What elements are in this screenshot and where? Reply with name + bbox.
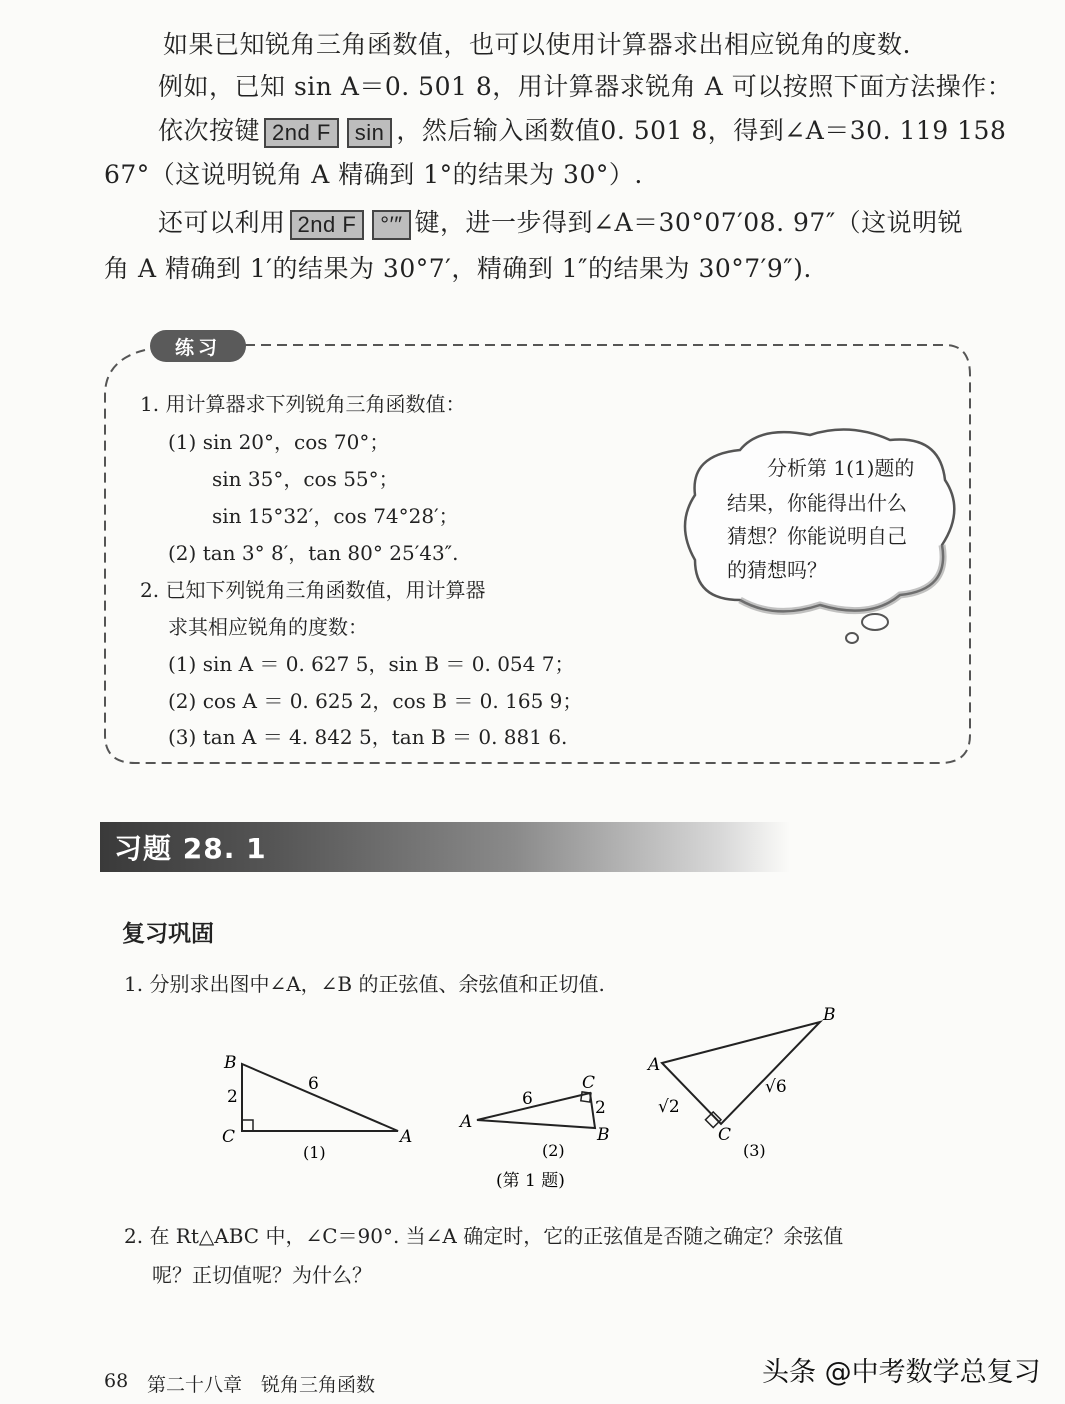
- bubble-line-3: 猜想？你能说明自己: [727, 524, 907, 548]
- exercise-line-2: (1) sin 20°，cos 70°；: [168, 430, 390, 454]
- t1-side-6: 6: [308, 1074, 319, 1094]
- intro-line-5: [158, 200, 963, 246]
- t3-label-a: A: [648, 1055, 661, 1075]
- intro-line-1: 如果已知锐角三角函数值，也可以使用计算器求出相应锐角的度数.: [163, 30, 911, 59]
- t1-label-a: A: [400, 1127, 413, 1147]
- exercise-title: 练习: [150, 330, 246, 362]
- bubble-line-2: 结果，你能得出什么: [727, 491, 907, 515]
- t3-caption: (3): [743, 1141, 766, 1160]
- exercise-line-4: sin 15°32′，cos 74°28′；: [212, 504, 459, 528]
- intro-line-2: 例如，已知 sin A＝0. 501 8，用计算器求锐角 A 可以按照下面方法操作：: [158, 72, 1013, 101]
- key-2ndf-2: 2nd F: [290, 210, 365, 240]
- bubble-line-1: 分析第 1(1)题的: [767, 456, 915, 480]
- triangle-figures: [200, 1000, 860, 1200]
- t2-label-b: B: [597, 1125, 610, 1145]
- intro-line-5-prefix: 还可以利用: [158, 208, 286, 237]
- exercise-line-8: (1) sin A ＝ 0. 627 5，sin B ＝ 0. 054 7；: [168, 652, 575, 676]
- t1-side-2: 2: [227, 1087, 238, 1107]
- t2-side-2: 2: [595, 1098, 606, 1118]
- t2-label-c: C: [582, 1073, 596, 1093]
- t3-side-sqrt2: √2: [658, 1097, 680, 1117]
- t1-label-c: C: [222, 1127, 236, 1147]
- chapter-title: 第二十八章 锐角三角函数: [147, 1374, 376, 1396]
- section-title: 习题 28. 1: [114, 832, 267, 865]
- exercise-line-10: (3) tan A ＝ 4. 842 5，tan B ＝ 0. 881 6.: [168, 725, 568, 749]
- t2-label-a: A: [460, 1112, 473, 1132]
- t1-caption: (1): [303, 1143, 326, 1162]
- t2-caption: (2): [542, 1141, 565, 1160]
- intro-line-3-suffix: ，然后输入函数值0. 501 8，得到∠A＝30. 119 158: [396, 116, 1007, 145]
- exercise-line-7: 求其相应锐角的度数：: [168, 615, 368, 639]
- t2-side-6: 6: [522, 1089, 533, 1109]
- watermark: 头条 @中考数学总复习: [762, 1357, 1041, 1388]
- section-subhead: 复习巩固: [122, 921, 214, 947]
- triangle-1: [222, 1053, 412, 1162]
- exercise-line-9: (2) cos A ＝ 0. 625 2，cos B ＝ 0. 165 9；: [168, 689, 583, 713]
- exercise-line-3: sin 35°，cos 55°；: [212, 467, 399, 491]
- exercise-line-1: 1. 用计算器求下列锐角三角函数值：: [140, 392, 466, 416]
- intro-line-3-prefix: 依次按键: [158, 116, 261, 145]
- figure-caption: (第 1 题): [496, 1171, 565, 1191]
- intro-line-3: [158, 108, 1006, 154]
- bubble-line-4: 的猜想吗？: [727, 558, 827, 582]
- t3-label-b: B: [823, 1005, 836, 1025]
- section-banner: [100, 822, 790, 872]
- intro-line-6: 角 A 精确到 1′的结果为 30°7′，精确到 1″的结果为 30°7′9″).: [104, 254, 812, 283]
- t3-label-c: C: [718, 1125, 732, 1145]
- triangle-2: [458, 1073, 610, 1160]
- key-2ndf: 2nd F: [264, 118, 339, 148]
- page-number: 68: [104, 1370, 129, 1392]
- exercise-line-6: 2. 已知下列锐角三角函数值，用计算器: [140, 578, 486, 602]
- question-2-line-1: 2. 在 Rt△ABC 中，∠C＝90°. 当∠A 确定时，它的正弦值是否随之确定？余弦值: [124, 1224, 844, 1248]
- key-dms: °′″: [372, 210, 410, 240]
- triangle-3: [646, 1005, 836, 1160]
- exercise-line-5: (2) tan 3° 8′，tan 80° 25′43″.: [168, 541, 459, 565]
- intro-line-5-suffix: 键，进一步得到∠A＝30°07′08. 97″（这说明锐: [414, 208, 964, 237]
- key-sin: sin: [347, 118, 393, 148]
- t3-side-sqrt6: √6: [765, 1077, 787, 1097]
- question-2-line-2: 呢？正切值呢？为什么？: [152, 1263, 372, 1287]
- question-1: 1. 分别求出图中∠A，∠B 的正弦值、余弦值和正切值.: [124, 972, 605, 996]
- t1-label-b: B: [224, 1053, 237, 1073]
- intro-line-4: 67°（这说明锐角 A 精确到 1°的结果为 30°）.: [104, 160, 643, 189]
